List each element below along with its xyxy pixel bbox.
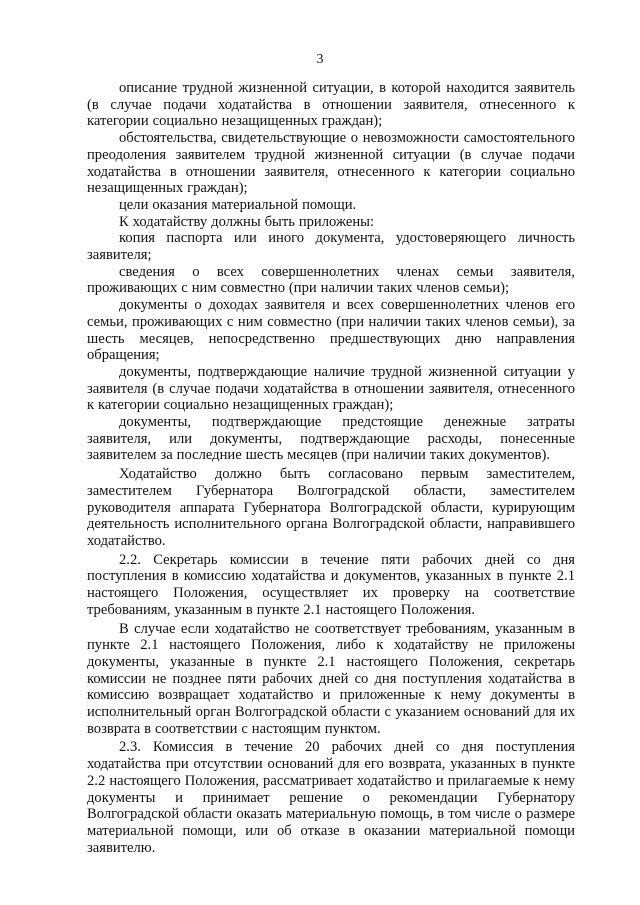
document-body xyxy=(87,80,575,856)
paragraph: обстоятельства, свидетельствующие о невозможности самостоятельного преодоления заявителем трудной жизненной ситуации (в случае подачи ходатайства в отношении заявителя, отнесенного к категории социально незащищенных граждан); xyxy=(87,130,575,197)
paragraph: Ходатайство должно быть согласовано первым заместителем, заместителем Губернатора Волгоградской области, заместителем руководителя аппарата Губернатора Волгоградской области, курирующим деятельность исполнительного органа Волгоградской области, направившего ходатайство. xyxy=(87,466,575,549)
paragraph: документы о доходах заявителя и всех совершеннолетних членов его семьи, проживающих с ним совместно (при наличии таких членов семьи), за шесть месяцев, непосредственно предшествующих дню направления обращения; xyxy=(87,297,575,364)
paragraph: цели оказания материальной помощи. xyxy=(119,196,357,213)
paragraph: копия паспорта или иного документа, удостоверяющего личность заявителя; xyxy=(87,230,575,264)
paragraph: документы, подтверждающие предстоящие денежные затраты заявителя, или документы, подтверждающие расходы, понесенные заявителем за последние шесть месяцев (при наличии таких документов). xyxy=(87,414,575,464)
paragraph: К ходатайству должны быть приложены: xyxy=(119,213,375,230)
paragraph: В случае если ходатайство не соответствует требованиям, указанным в пункте 2.1 настоящего Положения, либо к ходатайству не приложены документы, указанные в пункте 2.1 настоящего Положения, секретарь комиссии не позднее пяти рабочих дней со дня поступления ходатайства в комиссию возвращает ходатайство и приложенные к нему документы в исполнительный орган Волгоградской области с указанием оснований для их возврата в соответствии с настоящим пунктом. xyxy=(87,620,575,737)
paragraph: сведения о всех совершеннолетних членах семьи заявителя, проживающих с ним совместно (при наличии таких членов семьи); xyxy=(87,263,575,297)
paragraph: 2.2. Секретарь комиссии в течение пяти рабочих дней со дня поступления в комиссию ходатайства и документов, указанных в пункте 2.1 настоящего Положения, осуществляет их проверку на соответствие требованиям, указанным в пункте 2.1 настоящего Положения. xyxy=(87,551,575,618)
paragraph: описание трудной жизненной ситуации, в которой находится заявитель (в случае подачи ходатайства в отношении заявителя, отнесенного к категории социально незащищенных граждан); xyxy=(87,80,575,130)
page-number: 3 xyxy=(316,52,324,67)
paragraph: 2.3. Комиссия в течение 20 рабочих дней со дня поступления ходатайства при отсутствии оснований для его возврата, указанных в пункте 2.2 настоящего Положения, рассматривает ходатайство и прилагаемые к нему документы и принимает решение о рекомендации Губернатору Волгоградской области оказать материальную помощь, в том числе о размере материальной помощи, или об отказе в оказании материальной помощи заявителю. xyxy=(87,739,575,856)
paragraph: документы, подтверждающие наличие трудной жизненной ситуации у заявителя (в случае подачи ходатайства в отношении заявителя, отнесенного к категории социально незащищенных граждан); xyxy=(87,363,575,414)
